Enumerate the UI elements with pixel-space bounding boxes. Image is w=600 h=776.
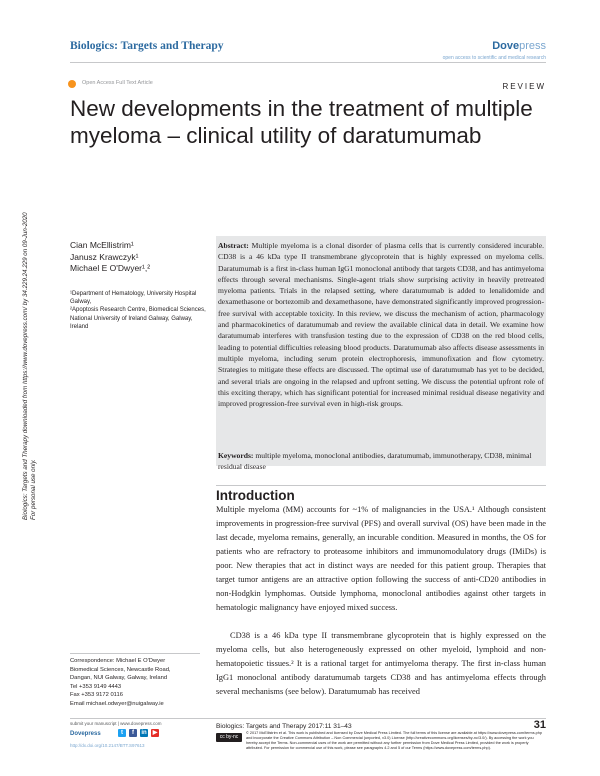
intro-divider: [216, 485, 546, 486]
youtube-icon[interactable]: ▶: [152, 730, 158, 736]
download-stamp-line1: Biologics: Targets and Therapy downloaded from https://www.dovepress.com/ by 34.229.24.229 on 09-Jun-2020: [22, 212, 29, 520]
affiliation-1: ¹Department of Hematology, University Hospital Galway,: [70, 291, 197, 306]
intro-paragraph-2: CD38 is a 46 kDa type II transmembrane glycoprotein that is highly expressed on the myeloma cells, but also heterogeneously expressed on other myeloid, lymphoid and non-hematopoietic tissues.² It is a rational target for antimyeloma therapy. The first in-class human IgG1 monoclonal antibody daratumumab targets CD38 and has antimyeloma effects through several mechanisms (see below). Daratumumab has received: [216, 631, 546, 696]
author-list: [70, 240, 150, 275]
author-name: Cian McEllistrim¹: [70, 240, 134, 250]
twitter-icon[interactable]: t: [118, 729, 126, 737]
abstract-body: Multiple myeloma is a clonal disorder of plasma cells that is currently considered incurable. CD38 is a 46 kDa type II transmembrane glycoprotein that is highly expressed on myeloma cells. Daratumumab is a first in-class human IgG1 monoclonal antibody that targets CD38, and has antimyeloma effects through several mechanisms. Single-agent trials show surprising activity in heavily pretreated myeloma patients. Trials in the relapsed setting, where daratumumab is added to lenalidomide and dexamethasone or bortezomib and dexamethasone, have demonstrated significantly improved progression-free survival with acceptable toxicity. In this review, we discuss the mechanism of action, pharmacology and pharmacokinetics of daratumumab and review the available clinical data in detail. We examine how daratumumab interferes with transfusion testing due to the expression of CD38 on the red blood cells, leading to potential difficulties releasing blood products. Daratumumab also affects disease assessments in multiple myeloma, including serum protein electrophoresis, immunofixation and flow cytometry. Strategies to mitigate these effects are discussed. The optimal use of daratumumab has yet to be decided, and several trials are ongoing in the relapsed and upfront setting. We discuss the potential upfront role of this exciting therapy, which has significant potential for increased minimal residual disease negativity and improved progression-free survival even in high-risk groups.: [218, 241, 544, 409]
correspondence-divider: [70, 653, 200, 654]
page-number: 31: [533, 719, 546, 731]
dovepress-logo[interactable]: [492, 40, 546, 52]
correspondence-email[interactable]: Email michael.odwyer@nuigalway.ie: [70, 700, 164, 707]
abstract: [218, 240, 544, 409]
footer-brand[interactable]: Dovepress: [70, 731, 101, 737]
section-heading-introduction: Introduction: [216, 488, 295, 503]
correspondence-line: Dangan, NUI Galway, Galway, Ireland: [70, 675, 168, 682]
affiliation-2: ²Apoptosis Research Centre, Biomedical Sciences, National University of Ireland Galway, Galway, Ireland: [70, 307, 206, 330]
journal-name[interactable]: Biologics: Targets and Therapy: [70, 40, 224, 52]
keywords-label: Keywords:: [218, 451, 254, 460]
linkedin-icon[interactable]: in: [141, 730, 147, 736]
brand-light: press: [519, 40, 546, 52]
author-name: Michael E O'Dwyer¹,²: [70, 263, 151, 273]
cc-badge-label: cc by-nc: [219, 734, 239, 740]
article-title: New developments in the treatment of multiple myeloma – clinical utility of daratumumab: [70, 96, 533, 148]
intro-paragraph-1: Multiple myeloma (MM) accounts for ~1% of malignancies in the USA.¹ Although consistent improvements in progression-free survival (PFS) and overall survival (OS) have been made in the last decade, myeloma remains, generally, an incurable condition. Measured in months, the OS for patients who are refractory to proteasome inhibitors and immunomodulatory drugs (IMiDs) is poor. New therapies that act in distinct ways are needed for this patient group. Therapies that target tumor antigens are an attractive option following the success of anti-CD20 antibodies in non-Hodgkin lymphomas. Outside lymphoma, monoclonal antibodies against other targets in hematologic malignancy have enjoyed mixed success.: [216, 505, 546, 612]
download-stamp-line2: For personal use only.: [30, 459, 37, 520]
author-name: Janusz Krawczyk¹: [70, 251, 139, 262]
facebook-icon[interactable]: f: [129, 729, 137, 737]
license-text: © 2017 McEllistrim et al. This work is published and licensed by Dove Medical Press Limited. The full terms of this license are available at https://www.dovepress.com/terms.php and incorporate the Creative Commons Attribution – Non Commercial (unported, v3.0) License (http://creativecommons.org/licenses/by-nc/3.0/). By accessing the work you hereby accept the Terms. Non-commercial uses of the work are permitted without any further permission from Dove Medical Press Limited, provided the work is properly attributed. For permission for commercial use of this work, please see paragraphs 4.2 and 5 of our Terms (https://www.dovepress.com/terms.php).: [246, 731, 542, 750]
doi-link[interactable]: http://dx.doi.org/10.2147/BTT.S97613: [70, 743, 145, 748]
article-type: REVIEW: [502, 82, 546, 91]
submit-link[interactable]: submit your manuscript | www.dovepress.com: [70, 721, 162, 726]
correspondence-line: Tel +353 9149 4443: [70, 683, 122, 690]
correspondence-block: [70, 657, 210, 709]
affiliations: [70, 290, 210, 331]
abstract-label: Abstract:: [218, 241, 249, 250]
open-access-icon: [68, 80, 76, 88]
keywords: [218, 450, 544, 473]
footer-citation: Biologics: Targets and Therapy 2017:11 31–43: [216, 723, 352, 730]
footer-divider: [70, 718, 546, 719]
brand-main: Dove: [492, 40, 520, 52]
header-divider: [70, 62, 546, 63]
correspondence-line: Biomedical Sciences, Newcastle Road,: [70, 666, 171, 673]
open-access-label: Open Access Full Text Article: [82, 80, 153, 86]
correspondence-line: Correspondence: Michael E O'Dwyer: [70, 658, 166, 664]
keywords-list: multiple myeloma, monoclonal antibodies, daratumumab, immunotherapy, CD38, minimal residual disease: [218, 451, 532, 472]
download-stamp: [22, 140, 38, 520]
correspondence-line: Fax +353 9172 0116: [70, 692, 123, 699]
brand-tagline: open access to scientific and medical research: [442, 55, 546, 61]
creative-commons-icon[interactable]: [216, 733, 242, 742]
